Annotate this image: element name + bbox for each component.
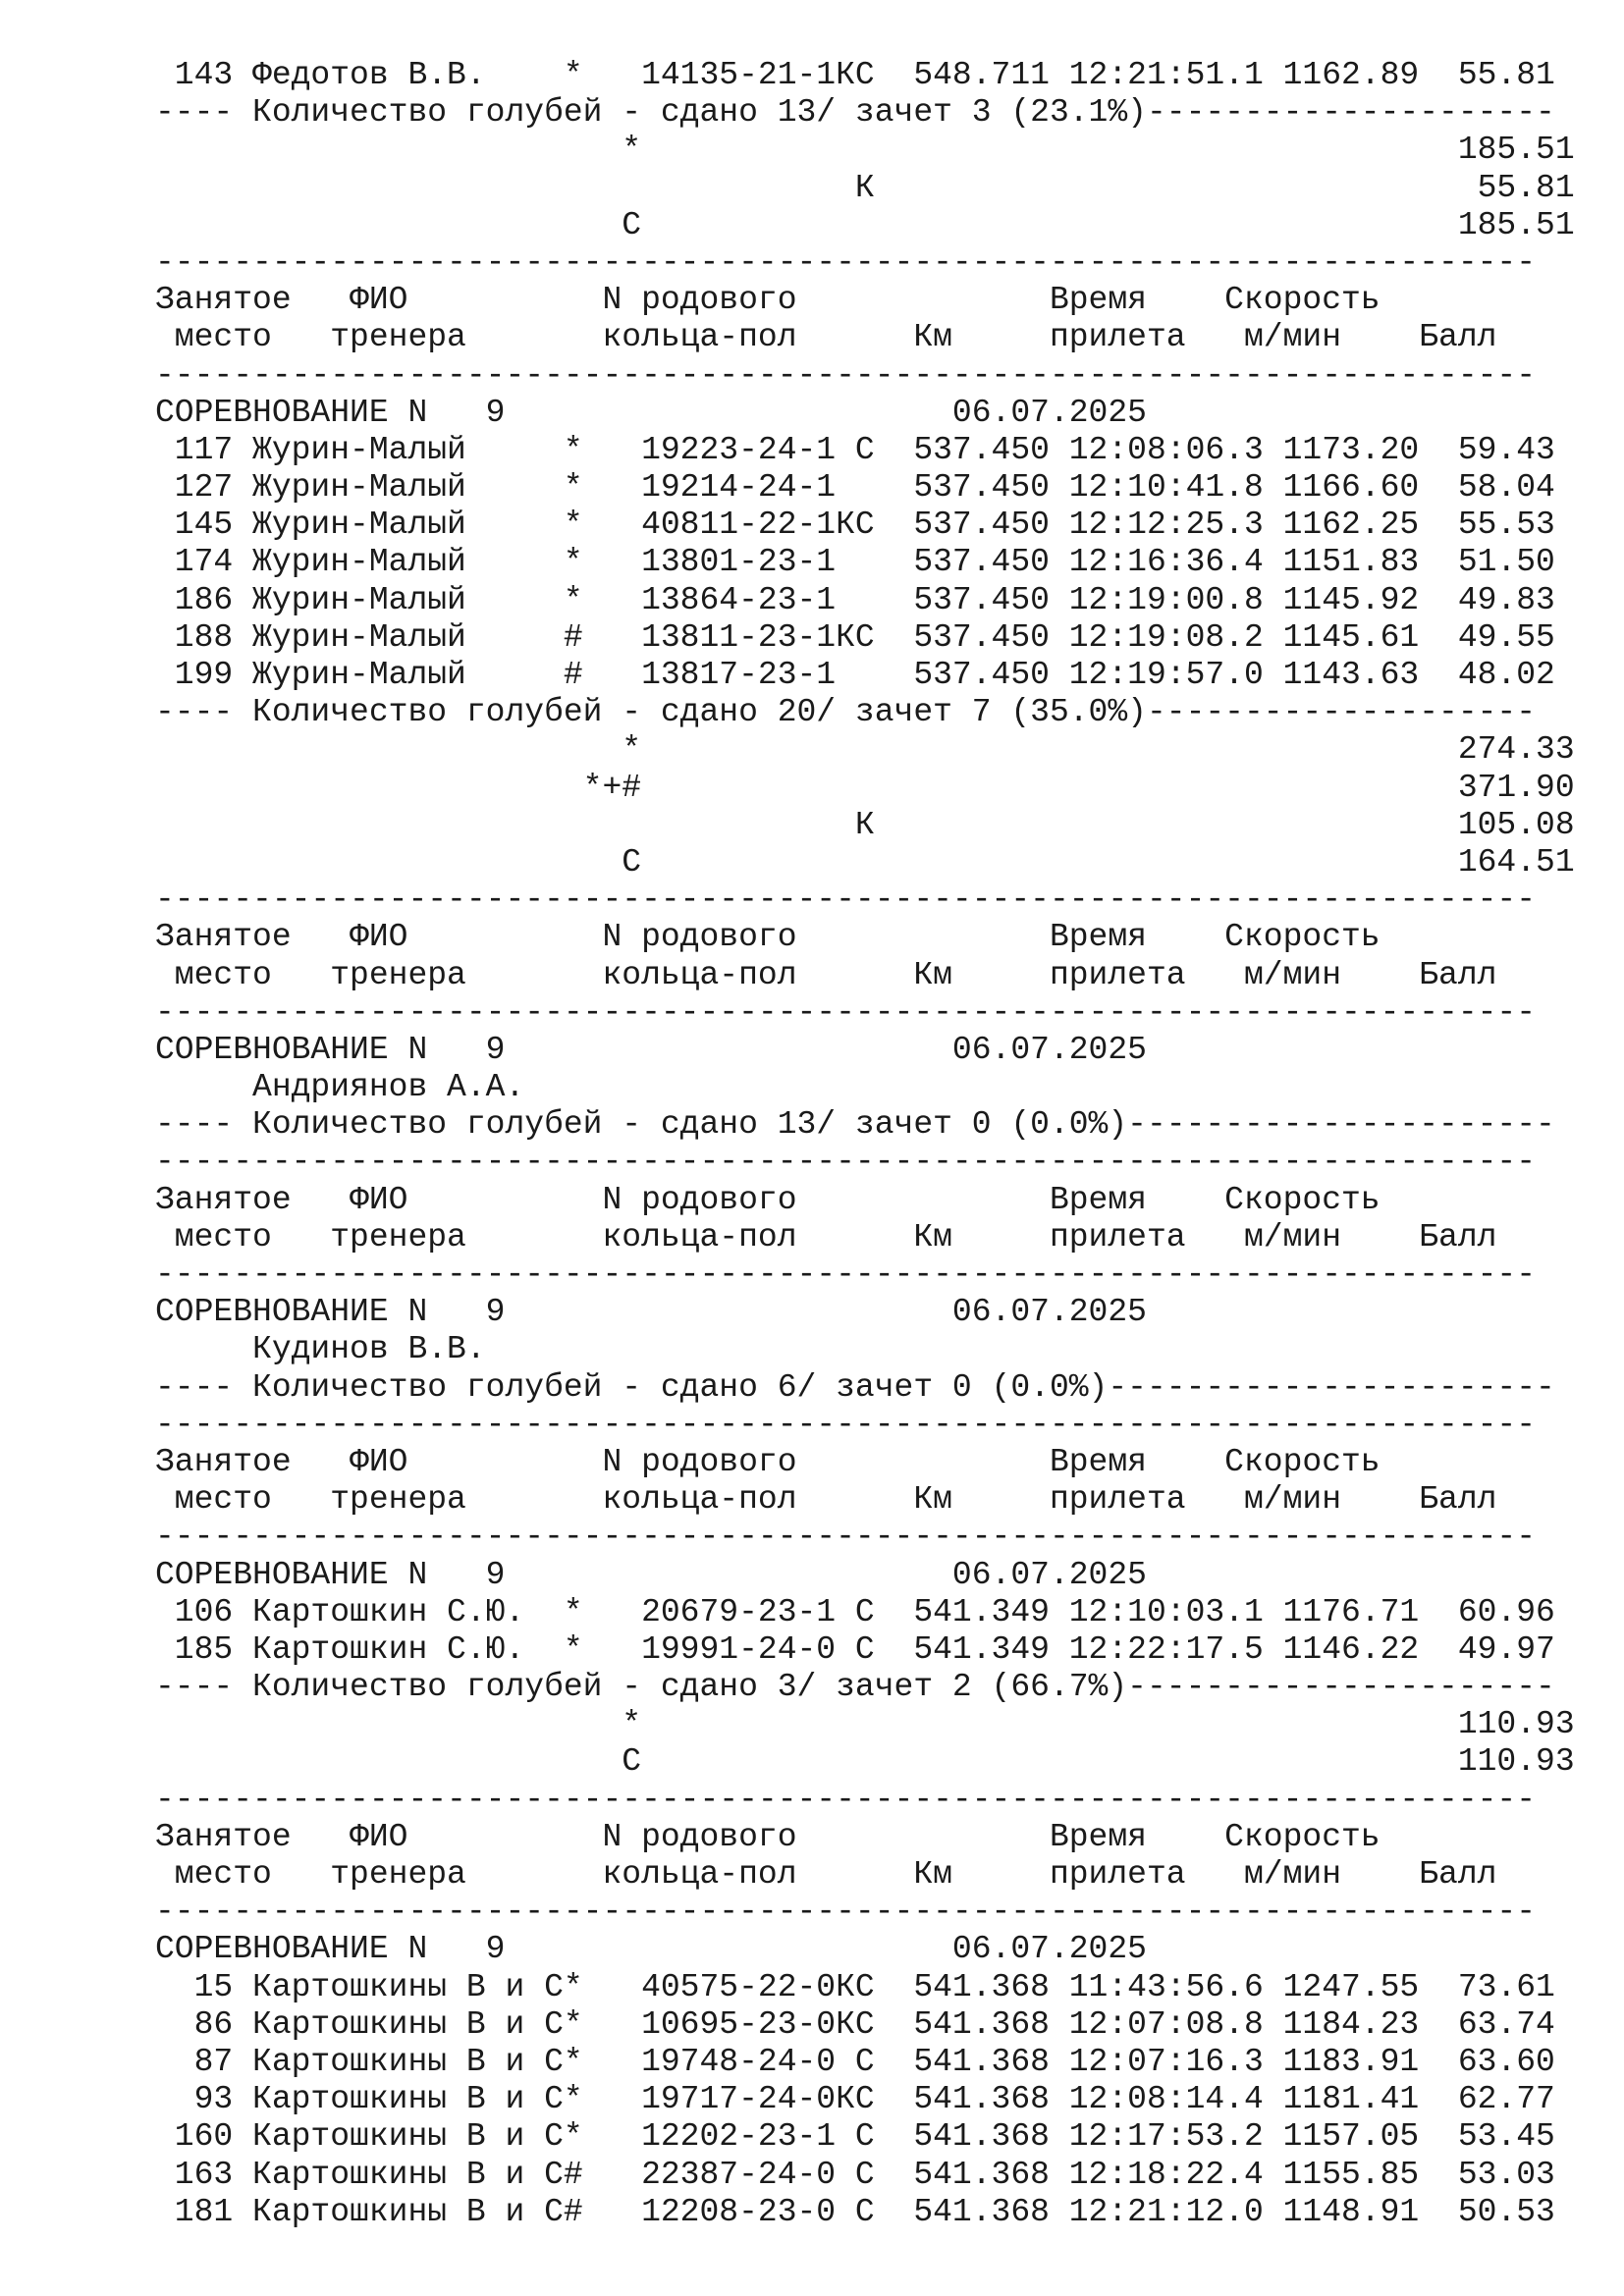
- total-line: С 164.51: [155, 843, 1575, 881]
- results-document: [155, 57, 1589, 2231]
- separator: -----------------------------------------------------------------------: [155, 1894, 1537, 1931]
- total-line: С 185.51: [155, 206, 1575, 243]
- total-line: К 105.08: [155, 806, 1575, 843]
- total-line: *+# 371.90: [155, 769, 1575, 806]
- column-header: место тренера кольца-пол Км прилета м/мин Балл: [155, 1218, 1497, 1255]
- competition-header: СОРЕВНОВАНИЕ N 9 06.07.2025: [155, 1294, 1147, 1331]
- result-row: 188 Журин-Малый # 13811-23-1КС 537.450 12:19:08.2 1145.61 49.55: [155, 618, 1555, 656]
- separator: -----------------------------------------------------------------------: [155, 1519, 1537, 1556]
- result-row: 181 Картошкины В и С# 12208-23-0 С 541.368 12:21:12.0 1148.91 50.53: [155, 2193, 1555, 2230]
- result-row: 93 Картошкины В и С* 19717-24-0КС 541.368 12:08:14.4 1181.41 62.77: [155, 2081, 1555, 2118]
- result-row: 15 Картошкины В и С* 40575-22-0КС 541.368 11:43:56.6 1247.55 73.61: [155, 1968, 1555, 2005]
- result-row: 145 Журин-Малый * 40811-22-1КС 537.450 12:12:25.3 1162.25 55.53: [155, 507, 1555, 544]
- column-header: Занятое ФИО N родового Время Скорость: [155, 282, 1380, 319]
- column-header: место тренера кольца-пол Км прилета м/мин Балл: [155, 1856, 1497, 1893]
- separator: -----------------------------------------------------------------------: [155, 1781, 1537, 1818]
- column-header: Занятое ФИО N родового Время Скорость: [155, 1181, 1380, 1218]
- competition-header: СОРЕВНОВАНИЕ N 9 06.07.2025: [155, 1031, 1147, 1068]
- competition-header: СОРЕВНОВАНИЕ N 9 06.07.2025: [155, 394, 1147, 431]
- total-line: К 55.81: [155, 169, 1575, 206]
- result-row: 199 Журин-Малый # 13817-23-1 537.450 12:19:57.0 1143.63 48.02: [155, 657, 1555, 693]
- summary-line: ---- Количество голубей - сдано 6/ зачет 0 (0.0%)-----------------------: [155, 1368, 1555, 1406]
- competition-header: СОРЕВНОВАНИЕ N 9 06.07.2025: [155, 1931, 1147, 1968]
- result-row: 87 Картошкины В и С* 19748-24-0 С 541.368 12:07:16.3 1183.91 63.60: [155, 2043, 1555, 2080]
- separator: -----------------------------------------------------------------------: [155, 243, 1537, 281]
- separator: -----------------------------------------------------------------------: [155, 1256, 1537, 1293]
- separator: -----------------------------------------------------------------------: [155, 881, 1537, 919]
- result-row: 174 Журин-Малый * 13801-23-1 537.450 12:16:36.4 1151.83 51.50: [155, 544, 1555, 581]
- total-line: * 185.51: [155, 132, 1575, 169]
- total-line: * 274.33: [155, 731, 1575, 769]
- summary-line: ---- Количество голубей - сдано 3/ зачет 2 (66.7%)----------------------: [155, 1669, 1555, 1706]
- result-row: 160 Картошкины В и С* 12202-23-1 С 541.368 12:17:53.2 1157.05 53.45: [155, 2118, 1555, 2156]
- summary-line: ---- Количество голубей - сдано 13/ зачет 3 (23.1%)---------------------: [155, 94, 1555, 132]
- column-header: место тренера кольца-пол Км прилета м/мин Балл: [155, 956, 1497, 993]
- competition-header: СОРЕВНОВАНИЕ N 9 06.07.2025: [155, 1556, 1147, 1593]
- trainer-name: Кудинов В.В.: [155, 1331, 486, 1368]
- result-row: 163 Картошкины В и С# 22387-24-0 С 541.368 12:18:22.4 1155.85 53.03: [155, 2156, 1555, 2193]
- separator: -----------------------------------------------------------------------: [155, 356, 1537, 394]
- separator: -----------------------------------------------------------------------: [155, 993, 1537, 1031]
- separator: -----------------------------------------------------------------------: [155, 1144, 1537, 1181]
- total-line: С 110.93: [155, 1743, 1575, 1781]
- column-header: Занятое ФИО N родового Время Скорость: [155, 919, 1380, 956]
- column-header: Занятое ФИО N родового Время Скорость: [155, 1818, 1380, 1855]
- result-row: 86 Картошкины В и С* 10695-23-0КС 541.368 12:07:08.8 1184.23 63.74: [155, 2005, 1555, 2043]
- result-row: 143 Федотов В.В. * 14135-21-1КС 548.711 12:21:51.1 1162.89 55.81: [155, 57, 1555, 93]
- separator: -----------------------------------------------------------------------: [155, 1406, 1537, 1443]
- trainer-name: Андриянов А.А.: [155, 1069, 525, 1106]
- result-row: 186 Журин-Малый * 13864-23-1 537.450 12:19:00.8 1145.92 49.83: [155, 581, 1555, 618]
- column-header: место тренера кольца-пол Км прилета м/мин Балл: [155, 1481, 1497, 1519]
- result-row: 127 Журин-Малый * 19214-24-1 537.450 12:10:41.8 1166.60 58.04: [155, 469, 1555, 507]
- summary-line: ---- Количество голубей - сдано 20/ зачет 7 (35.0%)--------------------: [155, 694, 1537, 731]
- result-row: 117 Журин-Малый * 19223-24-1 С 537.450 12:08:06.3 1173.20 59.43: [155, 431, 1555, 468]
- result-row: 185 Картошкин С.Ю. * 19991-24-0 С 541.349 12:22:17.5 1146.22 49.97: [155, 1630, 1555, 1668]
- result-row: 106 Картошкин С.Ю. * 20679-23-1 С 541.349 12:10:03.1 1176.71 60.96: [155, 1593, 1555, 1630]
- column-header: Занятое ФИО N родового Время Скорость: [155, 1443, 1380, 1480]
- total-line: * 110.93: [155, 1706, 1575, 1743]
- column-header: место тренера кольца-пол Км прилета м/мин Балл: [155, 319, 1497, 356]
- summary-line: ---- Количество голубей - сдано 13/ зачет 0 (0.0%)----------------------: [155, 1106, 1555, 1144]
